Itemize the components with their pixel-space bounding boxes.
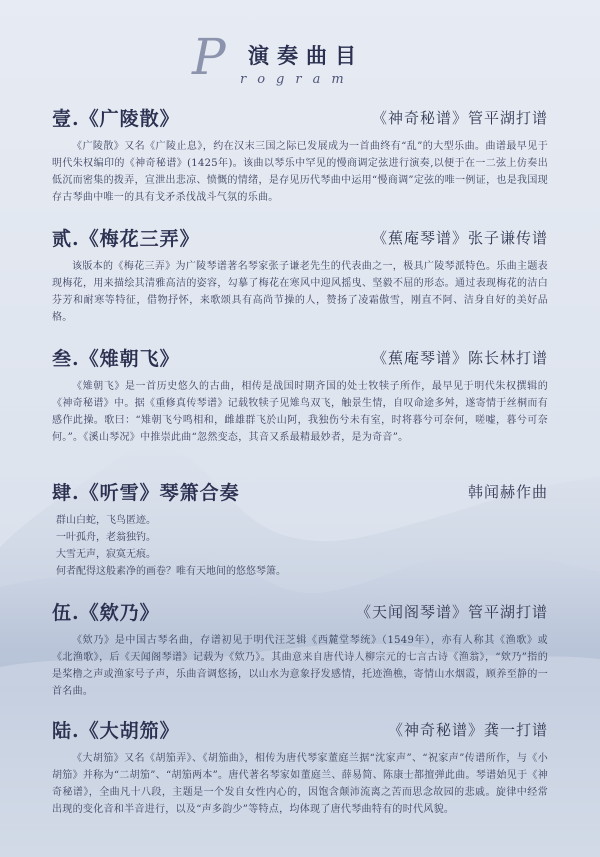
- piece-source: 《天闻阁琴谱》管平湖打谱: [355, 603, 548, 621]
- decorative-initial: P: [192, 28, 226, 86]
- program-item: [52, 104, 548, 206]
- poem-line: 一叶孤舟，老翁独钓。: [56, 532, 156, 543]
- piece-source: 《神奇秘谱》龚一打谱: [387, 721, 548, 739]
- piece-title: 肆.《听雪》琴箫合奏: [52, 482, 240, 504]
- poem-line: 何者配得这般素净的画卷？唯有天地间的悠悠琴箫。: [56, 566, 286, 577]
- piece-composer: 韩闻赫作曲: [467, 483, 548, 501]
- piece-title: 贰.《梅花三弄》: [52, 228, 200, 250]
- program-item: [52, 224, 548, 326]
- page-title: 演奏曲目: [248, 43, 364, 68]
- program-item: [52, 716, 548, 818]
- piece-description: 《欸乃》是中国古琴名曲，存谱初见于明代汪芝辑《西麓堂琴统》（1549年），亦有人称其《渔歌》或《北渔歌》，后《天闻阁琴谱》记载为《欸乃》。其曲意来自唐代诗人柳宗元的七言古诗《渔翁》，“欸乃”指的是桨橹之声或渔家号子声，乐曲音调悠扬，以山水为意象抒发感情，托迹渔樵，寄情山水烟霞，顾养至静的一首名曲。: [52, 635, 548, 697]
- piece-description: 《广陵散》又名《广陵止息》，约在汉末三国之际已发展成为一首曲终有“乱”的大型乐曲。曲谱最早见于明代朱权编印的《神奇秘谱》(1425年)。该曲以琴乐中罕见的慢商调定弦进行演奏,以便于在一二弦上仿奏出低沉而密集的拨弄，宣泄出悲凉、愤慨的情绪，是存见历代琴曲中运用“慢商调”定弦的唯一例证，也是我国现存古琴曲中唯一的具有戈矛杀伐战斗气氛的乐曲。: [52, 141, 548, 203]
- piece-title: 叁.《雉朝飞》: [52, 348, 180, 370]
- poem-line: 大雪无声，寂寞无痕。: [56, 549, 156, 560]
- piece-source: 《蕉庵琴谱》张子谦传谱: [371, 229, 548, 247]
- piece-poem: [52, 512, 548, 580]
- piece-description: 《大胡笳》又名《胡笳弄》、《胡笳曲》，相传为唐代琴家董庭兰据“沈家声”、“祝家声”传谱所作，与《小胡笳》并称为“二胡笳”、“胡笳两本”。唐代著名琴家如董庭兰、薛易简、陈康士都擅弹此曲。琴谱始见于《神奇秘谱》，全曲凡十八段，主题是一个发自女性内心的，因饱含颠沛流离之苦而思念故园的悲戚。旋律中经常出现的变化音和半音进行，以及“声多韵少”等特点，均体现了唐代琴曲特有的时代风貌。: [52, 753, 548, 815]
- piece-source: 《神奇秘谱》管平湖打谱: [371, 109, 548, 127]
- piece-description: 《雉朝飞》是一首历史悠久的古曲，相传是战国时期齐国的处士牧犊子所作，最早见于明代朱权撰辑的《神奇秘谱》中。据《重修真传琴谱》记载牧犊子见雉鸟双飞，触景生情，自叹命途多舛，遂寄情于丝桐而有感作此操。歌曰：“雉朝飞兮鸣相和，雌雄群飞於山阿，我独伤兮未有室，时将暮兮可奈何，嗟嘘，暮兮可奈何。”。《溪山琴况》中推崇此曲“忽然变态，其音又系最精最妙者，是为奇音”。: [52, 381, 548, 443]
- page-subtitle: rogram: [240, 72, 355, 87]
- piece-title: 陆.《大胡笳》: [52, 720, 180, 742]
- program-header: [0, 28, 600, 88]
- program-item: [52, 478, 548, 580]
- program-item: [52, 344, 548, 446]
- piece-source: 《蕉庵琴谱》陈长林打谱: [371, 349, 548, 367]
- piece-title: 伍.《欸乃》: [52, 602, 160, 624]
- piece-description: 该版本的《梅花三弄》为广陵琴谱著名琴家张子谦老先生的代表曲之一，极具广陵琴派特色。乐曲主题表现梅花，用来描绘其清雅高洁的姿容，勾摹了梅花在寒风中迎风摇曳、坚毅不屈的形态。通过表现梅花的洁白芬芳和耐寒等特征，借物抒怀，来歌颂具有高尚节操的人，赞扬了凌霜傲雪，刚直不阿、洁身自好的美好品格。: [52, 261, 548, 323]
- poem-line: 群山白蛇，飞鸟匿迹。: [56, 515, 156, 526]
- program-item: [52, 598, 548, 700]
- piece-title: 壹.《广陵散》: [52, 108, 180, 130]
